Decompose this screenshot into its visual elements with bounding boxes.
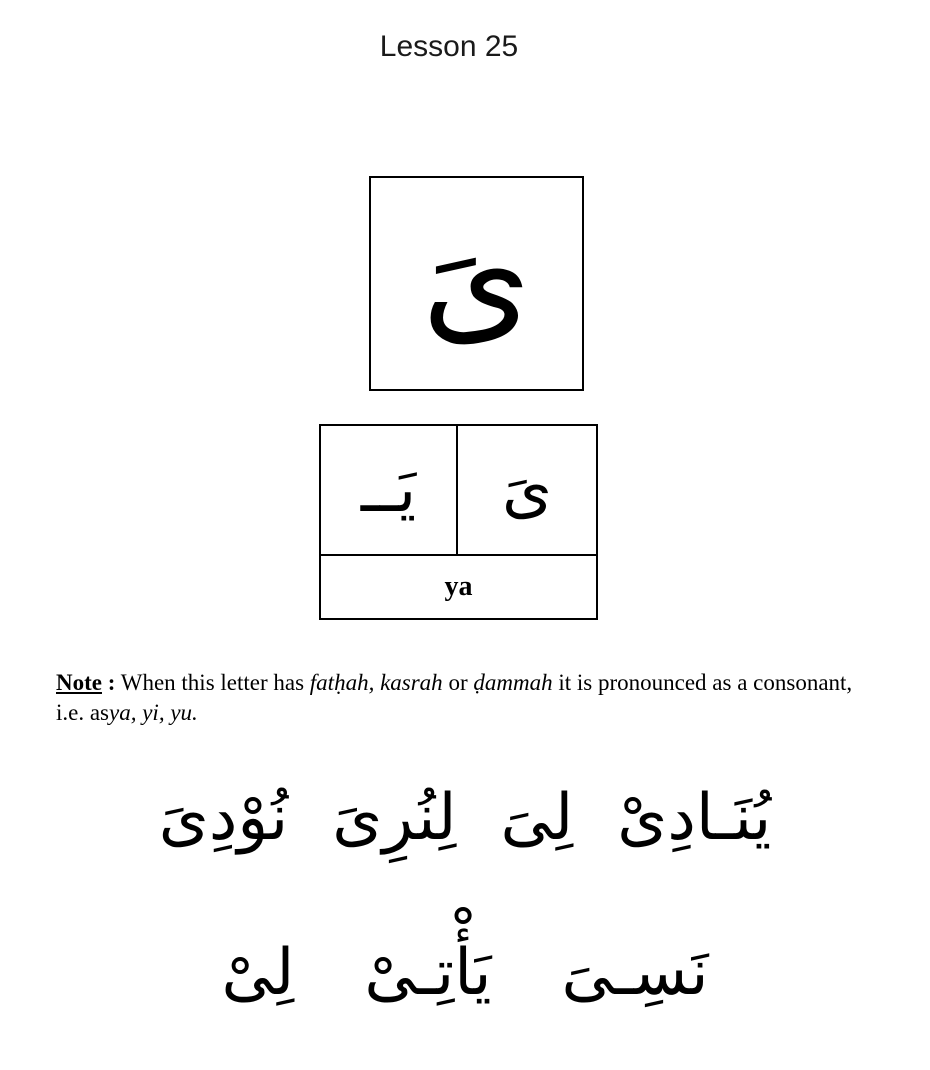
note-colon: :: [101, 670, 116, 695]
note-text-1: When this letter has: [115, 670, 310, 695]
note-label: Note: [56, 670, 102, 695]
letter-ya-large: ىَ: [421, 196, 532, 360]
practice-word: لِنُرِىَ: [332, 781, 457, 855]
letter-forms-table: [319, 424, 598, 620]
letter-display-box: [369, 176, 584, 391]
isolated-form-cell: [458, 426, 596, 554]
note-term-1: fatḥah, kasrah: [309, 670, 443, 695]
transliteration-label: ya: [444, 571, 473, 602]
page-title: Lesson 25: [379, 30, 519, 63]
isolated-form-glyph: ىَ: [501, 453, 553, 527]
medial-form-glyph: يَــ: [360, 453, 417, 527]
note-term-2: ḍammah: [473, 670, 553, 695]
note-text-2: or: [442, 670, 474, 695]
medial-form-cell: [321, 426, 458, 554]
practice-word: يَأْتِـىْ: [364, 936, 492, 1010]
practice-word: نُوْدِىَ: [158, 781, 289, 855]
practice-word: نَسِـىَ: [561, 936, 709, 1010]
practice-words-row-2: [60, 935, 870, 1012]
pronunciation-note: [56, 668, 876, 728]
practice-word: لِىْ: [221, 936, 295, 1010]
practice-word: يُنَـادِىْ: [617, 781, 772, 855]
practice-words-row-1: [60, 780, 870, 857]
transliteration-cell: [321, 554, 596, 618]
practice-word: لِىَ: [500, 781, 574, 855]
note-examples: ya, yi, yu.: [109, 700, 198, 725]
note-text-3: it is pronounced as a consonant, i.e. as: [56, 670, 853, 725]
